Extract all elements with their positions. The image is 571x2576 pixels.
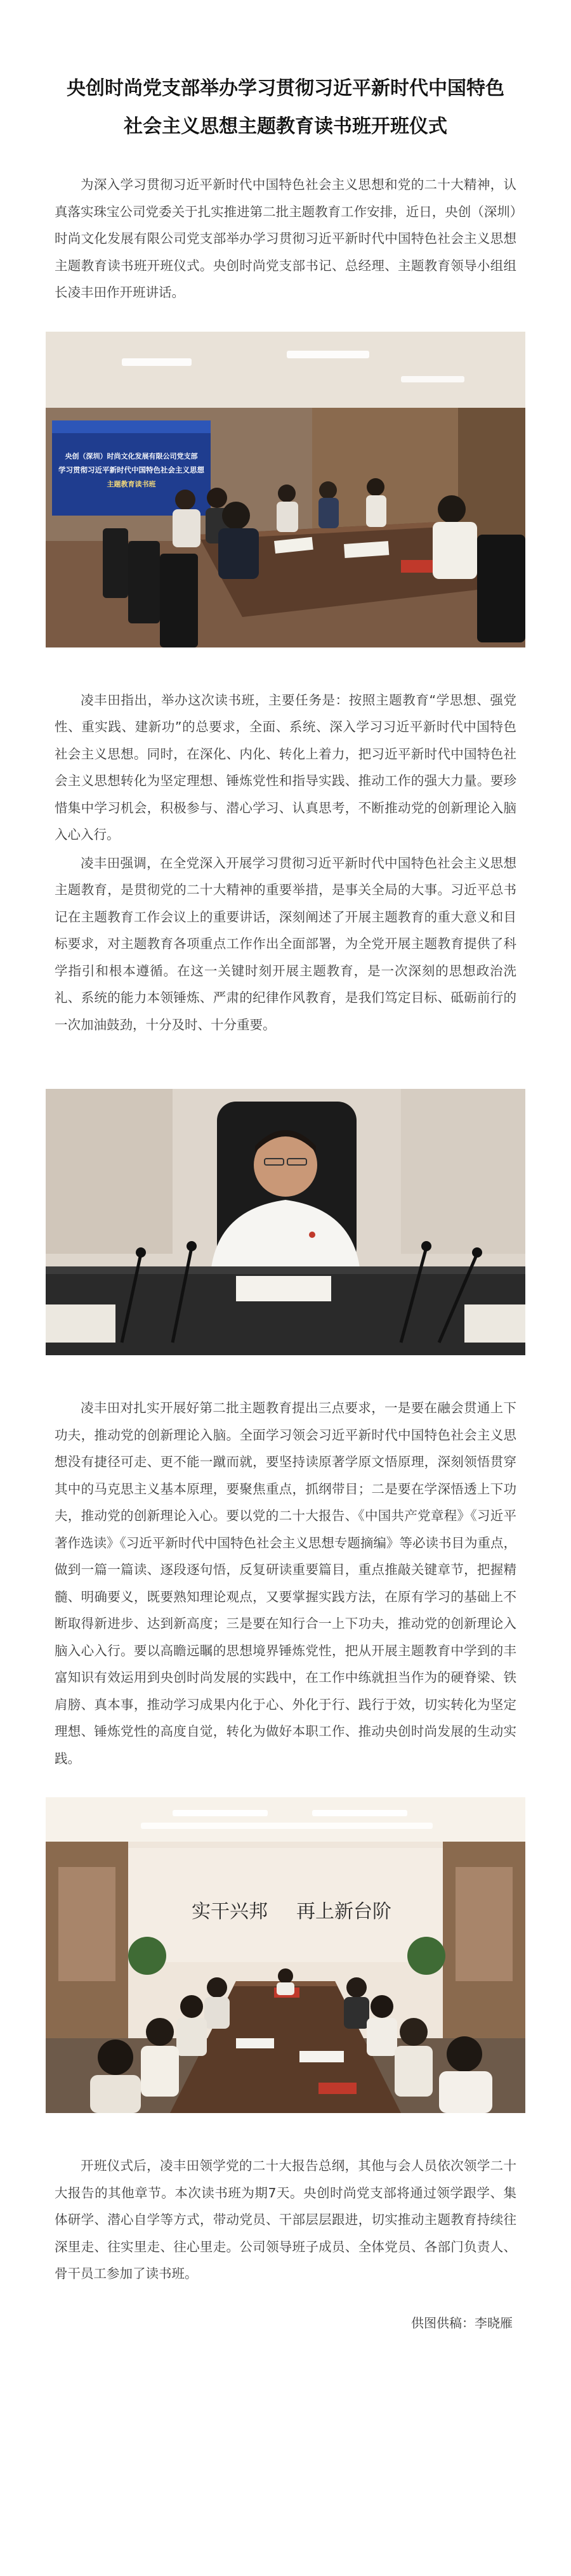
calligraphy-left: 实干兴邦 [192, 1901, 268, 1923]
meeting-photo-1 [46, 332, 525, 647]
meeting-photo-2-image [46, 1797, 525, 2113]
banner-line-3: 主题教育读书班 [107, 479, 156, 488]
title-line-1: 央创时尚党支部举办学习贯彻习近平新时代中国特色 [67, 77, 504, 100]
photo-credit: 供图供稿：李晓雁 [411, 2315, 513, 2331]
article-title [46, 70, 525, 146]
speaker-photo-image [46, 1064, 525, 1355]
paragraph-emphasis: 凌丰田强调，在全党深入开展学习贯彻习近平新时代中国特色社会主义思想主题教育，是贯彻党的二十大精神的重要举措，是事关全局的大事。习近平总书记在主题教育工作会议上的重要讲话，深刻阐述了开展主题教育的重大意义和目标要求，对主题教育各项重点工作作出全面部署，为全党开展主题教育提供了科学指引和根本遵循。在这一关键时刻开展主题教育，是一次深刻的思想政治洗礼、系统的能力本领锤炼、严肃的纪律作风教育，是我们笃定目标、砥砺前行的一次加油鼓劲，十分及时、十分重要。 [55, 855, 516, 1032]
banner-line-1: 央创（深圳）时尚文化发展有限公司党支部 [65, 452, 198, 460]
paragraph-closing: 开班仪式后，凌丰田领学党的二十大报告总纲，其他与会人员依次领学二十大报告的其他章节。本次读书班为期7天。央创时尚党支部将通过领学跟学、集体研学、潜心自学等方式，带动党员、干部层层跟进，切实推动主题教育持续往深里走、往实里走、往心里走。公司领导班子成员、全体党员、各部门负责人、骨干员工参加了读书班。 [55, 2158, 516, 2281]
calligraphy-right: 再上新台阶 [296, 1901, 391, 1923]
title-line-2: 社会主义思想主题教育读书班开班仪式 [124, 115, 447, 138]
paragraph-intro: 为深入学习贯彻习近平新时代中国特色社会主义思想和党的二十大精神，认真落实珠宝公司党委关于扎实推进第二批主题教育工作安排，近日，央创（深圳）时尚文化发展有限公司党支部举办学习贯彻习近平新时代中国特色社会主义思想主题教育读书班开班仪式。央创时尚党支部书记、总经理、主题教育领导小组组长凌丰田作开班讲话。 [55, 177, 516, 300]
banner-line-2: 学习贯彻习近平新时代中国特色社会主义思想 [58, 465, 204, 474]
meeting-photo-2 [46, 1797, 525, 2113]
meeting-photo-1-image [46, 332, 525, 647]
paragraph-requirements: 凌丰田对扎实开展好第二批主题教育提出三点要求，一是要在融会贯通上下功夫，推动党的创新理论入脑。全面学习领会习近平新时代中国特色社会主义思想没有捷径可走、更不能一蹴而就，要坚持读原著学原文悟原理，深刻领悟贯穿其中的马克思主义基本原理，要聚焦重点，抓纲带目；二是要在学深悟透上下功夫，推动党的创新理论入心。要以党的二十大报告、《中国共产党章程》《习近平著作选读》《习近平新时代中国特色社会主义思想专题摘编》等必读书目为重点，做到一篇一篇读、逐段逐句悟，反复研读重要篇目，重点推敲关键章节，把握精髓、明确要义，既要熟知理论观点，又要掌握实践方法，在原有学习的基础上不断取得新进步、达到新高度；三是要在知行合一上下功夫，推动党的创新理论入脑入心入行。要以高瞻远瞩的思想境界锤炼党性，把从开展主题教育中学到的丰富知识有效运用到央创时尚发展的实践中，在工作中练就担当作为的硬脊梁、铁肩膀、真本事，推动学习成果内化于心、外化于行、践行于效，切实转化为坚定理想、锤炼党性的高度自觉，转化为做好本职工作、推动央创时尚发展的生动实践。 [55, 1400, 516, 1766]
paragraph-tasks: 凌丰田指出，举办这次读书班，主要任务是：按照主题教育“学思想、强党性、重实践、建新功”的总要求，全面、系统、深入学习习近平新时代中国特色社会主义思想。同时，在深化、内化、转化上着力，把习近平新时代中国特色社会主义思想转化为坚定理想、锤炼党性和指导实践、推动工作的强大力量。要珍惜集中学习机会，积极参与、潜心学习、认真思考，不断推动党的创新理论入脑入心入行。 [55, 692, 516, 842]
speaker-photo [46, 1064, 525, 1355]
